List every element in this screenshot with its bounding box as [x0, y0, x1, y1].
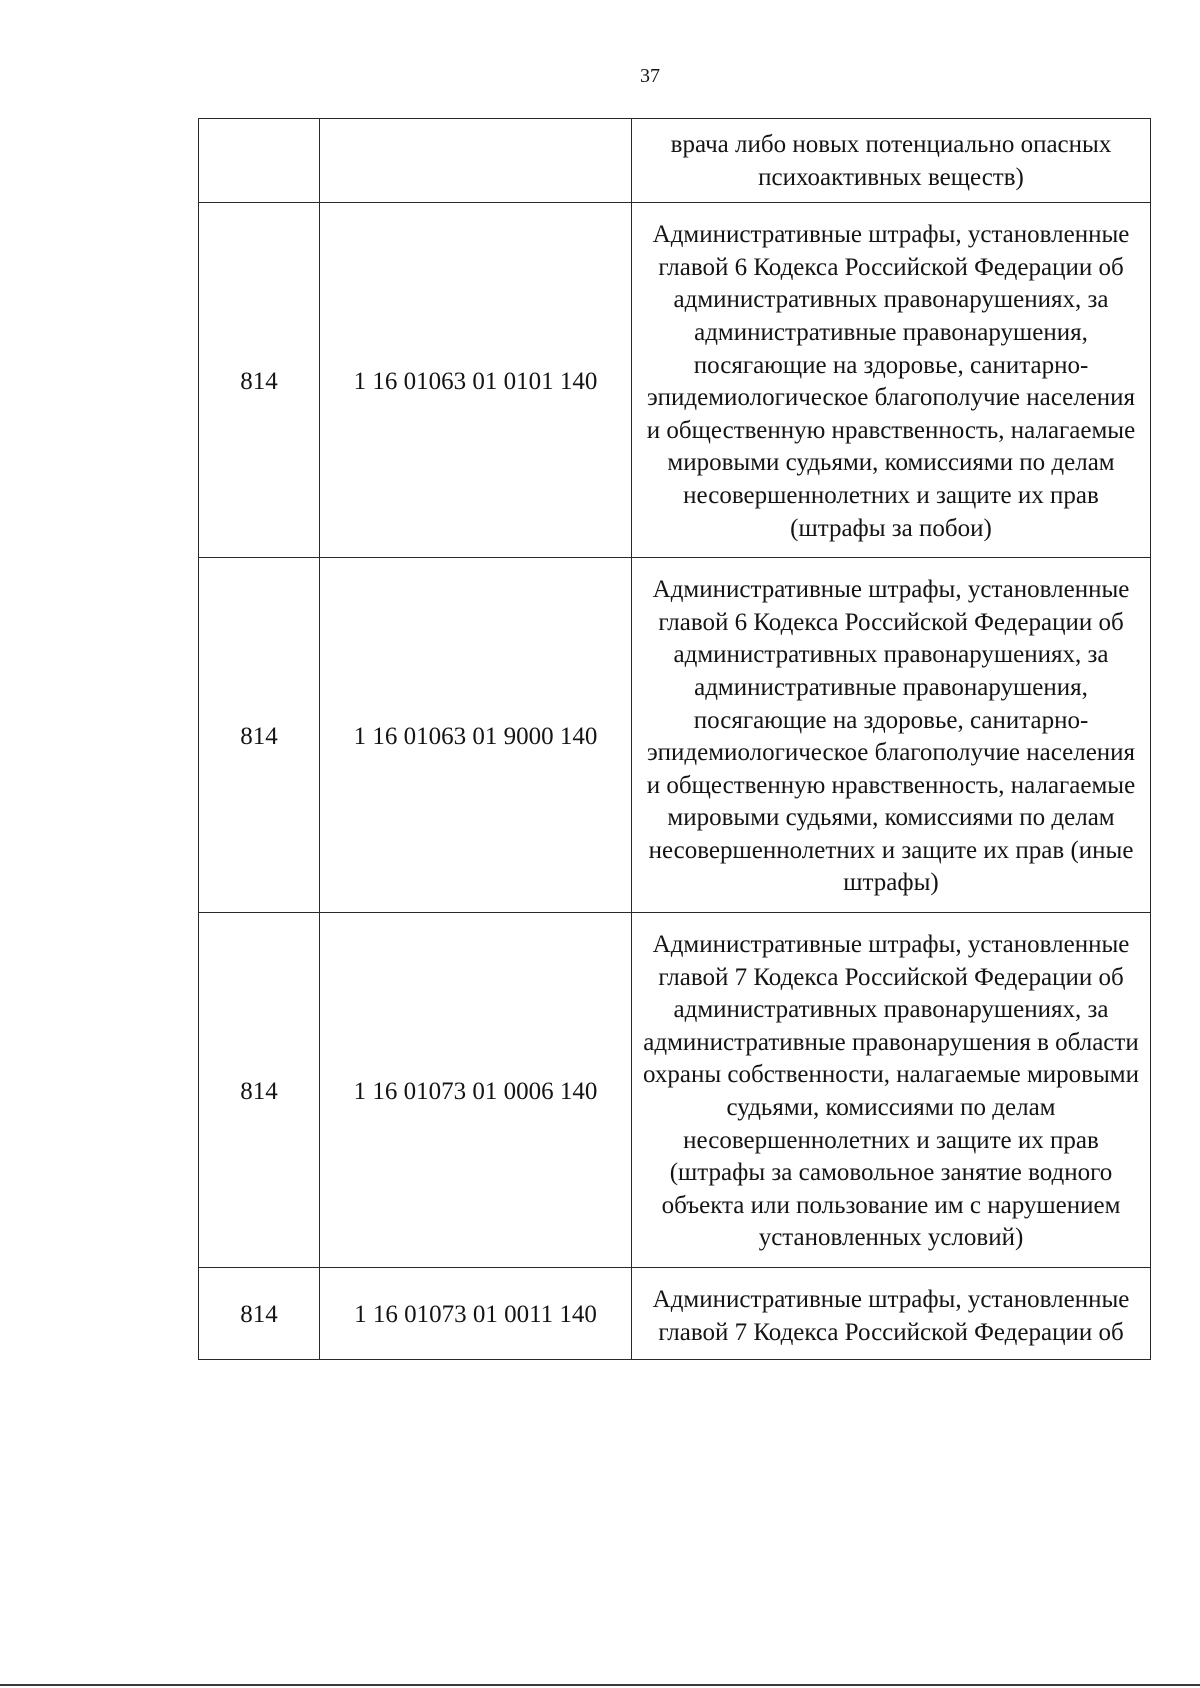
admin-code-cell: 814 — [199, 203, 320, 558]
kbk-code-cell: 1 16 01073 01 0006 140 — [320, 913, 632, 1268]
page-number: 37 — [640, 65, 660, 87]
kbk-code-cell — [320, 119, 632, 203]
budget-code-table — [198, 118, 1151, 1360]
revenue-name-cell: Административные штрафы, установленные главой 6 Кодекса Российской Федерации об административных правонарушениях, за административные правонарушения, посягающие на здоровье, санитарно-эпидемиологическое благополучие населения и общественную нравственность, налагаемые мировыми судьями, комиссиями по делам несовершеннолетних и защите их прав (штрафы за побои) — [632, 203, 1151, 558]
table-row — [199, 558, 1151, 913]
kbk-code-cell: 1 16 01063 01 0101 140 — [320, 203, 632, 558]
table-row — [199, 1268, 1151, 1360]
revenue-name-cell: Административные штрафы, установленные главой 7 Кодекса Российской Федерации об — [632, 1268, 1151, 1360]
admin-code-cell: 814 — [199, 558, 320, 913]
kbk-code-cell: 1 16 01073 01 0011 140 — [320, 1268, 632, 1360]
table-row — [199, 203, 1151, 558]
table-row — [199, 119, 1151, 203]
admin-code-cell: 814 — [199, 913, 320, 1268]
revenue-name-cell: Административные штрафы, установленные главой 7 Кодекса Российской Федерации об административных правонарушениях, за административные правонарушения в области охраны собственности, налагаемые мировыми судьями, комиссиями по делам несовершеннолетних и защите их прав (штрафы за самовольное занятие водного объекта или пользование им с нарушением установленных условий) — [632, 913, 1151, 1268]
revenue-name-cell: врача либо новых потенциально опасных психоактивных веществ) — [632, 119, 1151, 203]
kbk-code-cell: 1 16 01063 01 9000 140 — [320, 558, 632, 913]
page-bottom-rule — [0, 1684, 1200, 1686]
revenue-name-cell: Административные штрафы, установленные главой 6 Кодекса Российской Федерации об административных правонарушениях, за административные правонарушения, посягающие на здоровье, санитарно-эпидемиологическое благополучие населения и общественную нравственность, налагаемые мировыми судьями, комиссиями по делам несовершеннолетних и защите их прав (иные штрафы) — [632, 558, 1151, 913]
admin-code-cell: 814 — [199, 1268, 320, 1360]
table-row — [199, 913, 1151, 1268]
admin-code-cell — [199, 119, 320, 203]
